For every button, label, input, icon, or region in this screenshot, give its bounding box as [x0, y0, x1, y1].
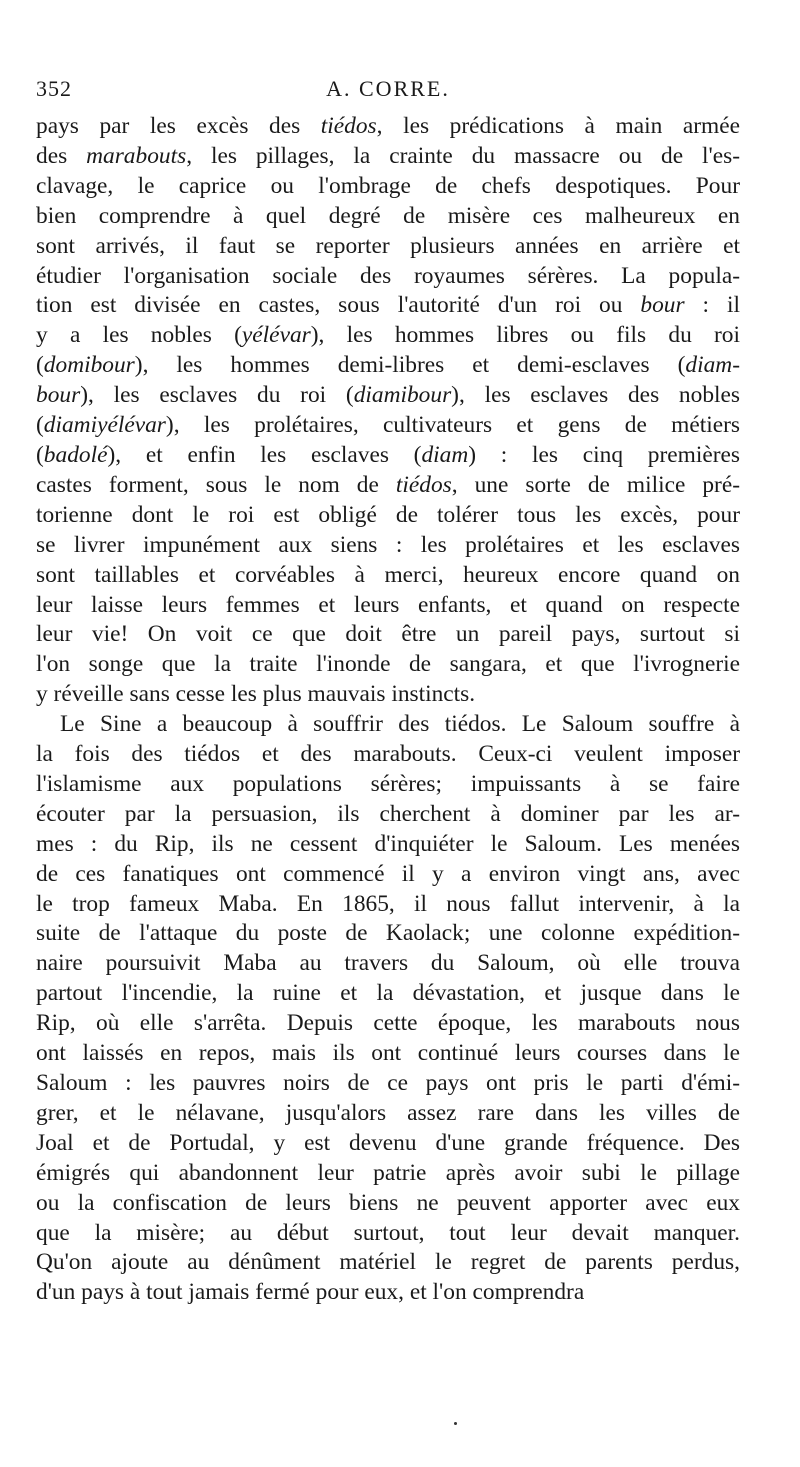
- text-line: y a les nobles (yélévar), les hommes libres ou fils du roi: [36, 322, 741, 349]
- running-title: A. CORRE.: [326, 76, 450, 101]
- text-line: (diamiyélévar), les prolétaires, cultivateurs et gens de métiers: [36, 412, 740, 439]
- text-line: Joal et de Portudal, y est devenu d'une grande fréquence. Des: [36, 1129, 740, 1156]
- page-number: 352: [36, 76, 72, 101]
- text-line: des marabouts, les pillages, la crainte du massacre ou de l'es-: [36, 142, 740, 169]
- text-line: sont taillables et corvéables à merci, heureux encore quand on: [36, 561, 740, 588]
- text-line: y réveille sans cesse les plus mauvais instincts.: [36, 681, 476, 708]
- text-line: la fois des tiédos et des marabouts. Ceux-ci veulent imposer: [36, 741, 740, 768]
- text-line: grer, et le nélavane, jusqu'alors assez rare dans les villes de: [36, 1099, 740, 1126]
- text-line: étudier l'organisation sociale des royaumes sérères. La popula-: [36, 262, 740, 289]
- text-line: bien comprendre à quel degré de misère ces malheureux en: [36, 202, 740, 229]
- text-line: (domibour), les hommes demi-libres et demi-esclaves (diam-: [36, 352, 740, 379]
- text-line: de ces fanatiques ont commencé il y a environ vingt ans, avec: [36, 860, 740, 887]
- text-line: se livrer impunément aux siens : les prolétaires et les esclaves: [36, 531, 740, 558]
- text-line: l'on songe que la traite l'inonde de sangara, et que l'ivrognerie: [36, 651, 740, 678]
- text-line: Saloum : les pauvres noirs de ce pays ont pris le parti d'émi-: [36, 1070, 740, 1096]
- text-line: partout l'incendie, la ruine et la dévastation, et jusque dans le: [36, 980, 740, 1007]
- text-line: clavage, le caprice ou l'ombrage de chefs despotiques. Pour: [36, 172, 740, 199]
- ink-speck: [454, 1422, 457, 1425]
- paragraph: [36, 112, 740, 710]
- text-line: Rip, où elle s'arrêta. Depuis cette époque, les marabouts nous: [36, 1010, 740, 1037]
- text-line: Le Sine a beaucoup à souffrir des tiédos. Le Saloum souffre à: [60, 711, 740, 738]
- text-line: ou la confiscation de leurs biens ne peuvent apporter avec eux: [36, 1189, 740, 1216]
- text-line: torienne dont le roi est obligé de tolérer tous les excès, pour: [36, 501, 740, 528]
- text-line: (badolé), et enfin les esclaves (diam) : les cinq premières: [36, 441, 740, 468]
- text-line: que la misère; au début surtout, tout leur devait manquer.: [36, 1219, 740, 1246]
- text-line: le trop fameux Maba. En 1865, il nous fallut intervenir, à la: [36, 890, 740, 917]
- text-line: leur vie! On voit ce que doit être un pareil pays, surtout si: [36, 621, 740, 648]
- text-line: émigrés qui abandonnent leur patrie après avoir subi le pillage: [36, 1159, 740, 1186]
- text-line: tion est divisée en castes, sous l'autorité d'un roi ou bour : il: [36, 292, 740, 319]
- text-line: ont laissés en repos, mais ils ont continué leurs courses dans le: [36, 1040, 740, 1067]
- text-line: mes : du Rip, ils ne cessent d'inquiéter le Saloum. Les menées: [36, 830, 740, 857]
- text-line: castes forment, sous le nom de tiédos, une sorte de milice pré-: [36, 471, 741, 498]
- text-line: bour), les esclaves du roi (diamibour), les esclaves des nobles: [36, 382, 740, 409]
- text-line: écouter par la persuasion, ils cherchent à dominer par les ar-: [36, 800, 740, 827]
- text-line: Qu'on ajoute au dénûment matériel le regret de parents perdus,: [36, 1249, 740, 1276]
- text-line: naire poursuivit Maba au travers du Saloum, où elle trouva: [36, 950, 740, 977]
- text-line: leur laisse leurs femmes et leurs enfants, et quand on respecte: [36, 591, 740, 618]
- text-line: d'un pays à tout jamais fermé pour eux, et l'on comprendra: [36, 1279, 585, 1306]
- text-line: pays par les excès des tiédos, les prédications à main armée: [36, 113, 741, 139]
- text-line: sont arrivés, il faut se reporter plusieurs années en arrière et: [36, 232, 740, 259]
- book-page: [36, 76, 740, 1308]
- text-line: l'islamisme aux populations sérères; impuissants à se faire: [36, 770, 740, 797]
- text-line: suite de l'attaque du poste de Kaolack; une colonne expédition-: [36, 920, 740, 947]
- body-text: [36, 112, 740, 1308]
- running-head: [36, 76, 740, 112]
- paragraph: [36, 710, 740, 1308]
